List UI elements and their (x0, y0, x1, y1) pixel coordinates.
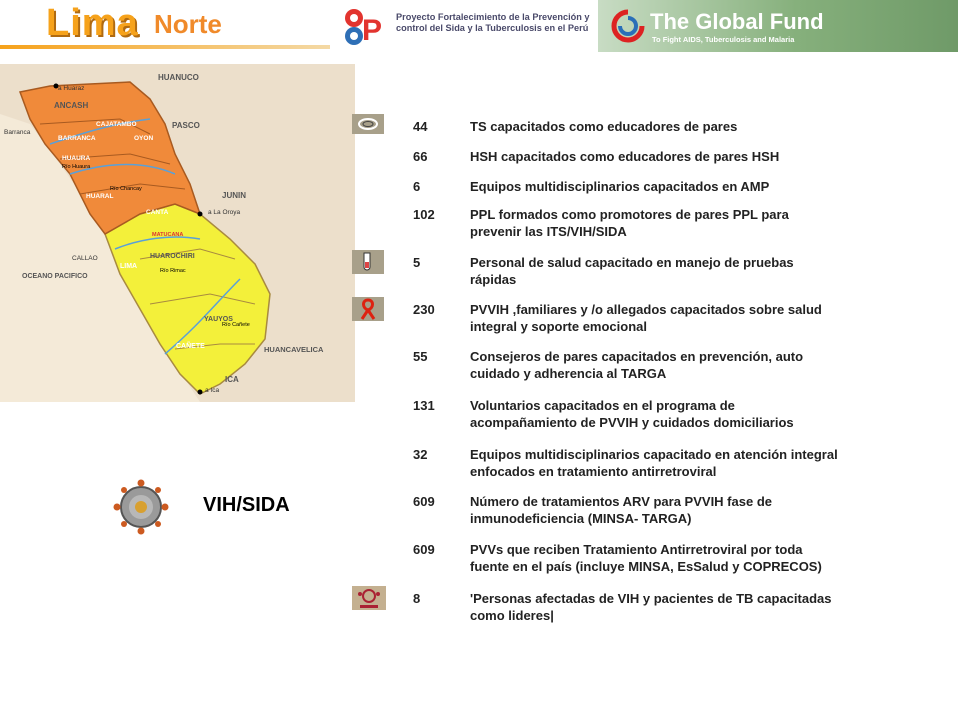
partner-name: The Global Fund (650, 9, 824, 34)
city-marker (198, 212, 203, 217)
indicator-count: 609 (413, 494, 435, 509)
partner-tagline: To Fight AIDS, Tuberculosis and Malaria (652, 35, 795, 44)
label-canete: CAÑETE (176, 343, 205, 350)
header-title (0, 0, 330, 50)
indicator-description: Voluntarios capacitados en el programa de acompañamiento de PVVIH y cuidados domiciliarios (470, 398, 794, 430)
label-oceano: OCEANO PACIFICO (22, 273, 88, 280)
indicator-description: Consejeros de pares capacitados en prevención, auto cuidado y adherencia al TARGA (470, 349, 804, 381)
indicator-count: 5 (413, 255, 421, 270)
red-ribbon-icon (352, 297, 384, 317)
page-subtitle: Norte (154, 9, 222, 39)
project-logo-block (336, 0, 598, 52)
indicator-description: Número de tratamientos ARV para PVVIH fase de inmunodeficiencia (MINSA- TARGA) (470, 494, 772, 526)
label-yauyos: YAUYOS (204, 316, 233, 323)
label-matucana: MATUCANA (152, 232, 184, 238)
community-icon (352, 586, 384, 606)
indicator-count: 66 (413, 149, 428, 164)
label-lima: LIMA (120, 263, 138, 270)
label-a-ica: a Ica (205, 387, 220, 394)
project-logo-icon (340, 4, 392, 50)
indicator-count: 6 (413, 179, 421, 194)
indicator-description: 'Personas afectadas de VIH y pacientes de TB capacitadas como lideres| (470, 591, 832, 623)
indicator-description: PVVIH ,familiares y /o allegados capacitados sobre salud integral y soporte emocional (470, 302, 822, 334)
indicator-description: PVVs que reciben Tratamiento Antirretroviral por toda fuente en el país (incluye MINSA, EsSalud y COPRECOS) (470, 542, 822, 574)
label-cajatambo: CAJATAMBO (96, 121, 137, 128)
label-oyon: OYON (134, 135, 154, 142)
label-rio-huaura: Río Huaura (62, 164, 91, 170)
indicator-description: TS capacitados como educadores de pares (470, 119, 738, 134)
label-huancavelica: HUANCAVELICA (264, 345, 324, 354)
label-ancash: ANCASH (54, 101, 89, 110)
condom-icon (352, 114, 384, 134)
city-marker (54, 84, 59, 89)
indicator-count: 32 (413, 447, 428, 462)
label-barranca-city: Barranca (4, 129, 31, 136)
indicator-count: 102 (413, 207, 435, 222)
label-callao: CALLAO (72, 255, 98, 262)
program-title: VIH/SIDA (203, 494, 290, 516)
indicator-description: PPL formados como promotores de pares PPL para prevenir las ITS/VIH/SIDA (470, 207, 789, 239)
indicator-count: 44 (413, 119, 428, 134)
label-huaral: HUARAL (86, 193, 114, 200)
partner-logo-block (598, 0, 958, 52)
label-barranca: BARRANCA (58, 135, 96, 142)
indicator-count: 55 (413, 349, 428, 364)
global-fund-icon (608, 8, 648, 44)
indicator-description: Equipos multidisciplinarios capacitados en AMP (470, 179, 770, 194)
label-rio-rimac: Río Rimac (160, 268, 186, 274)
indicator-count: 8 (413, 591, 421, 606)
label-ica: ICA (225, 375, 239, 384)
city-marker (198, 390, 203, 395)
label-la-oroya: a La Oroya (208, 209, 241, 216)
indicator-description: Equipos multidisciplinarios capacitado en atención integral enfocados en tratamiento antirretroviral (470, 447, 838, 479)
lima-region-map (0, 64, 355, 402)
label-pasco: PASCO (172, 121, 200, 130)
project-text: Proyecto Fortalecimiento de la Prevención y control del Sida y la Tuberculosis en el Perú (396, 12, 590, 33)
label-huaura: HUAURA (62, 155, 91, 162)
test-tube-icon (352, 250, 384, 270)
indicator-count: 131 (413, 398, 435, 413)
indicator-description: Personal de salud capacitado en manejo de pruebas rápidas (470, 255, 794, 287)
indicator-count: 230 (413, 302, 435, 317)
label-canta: CANTA (146, 209, 169, 216)
label-rio-canete: Río Cañete (222, 322, 250, 328)
svg-text:P: P (362, 14, 383, 47)
label-huaraz: a Huaraz (58, 85, 85, 92)
region-map (0, 64, 355, 402)
title-underline (0, 45, 330, 49)
virus-icon (110, 478, 172, 536)
label-huanuco: HUANUCO (158, 73, 199, 82)
indicator-description: HSH capacitados como educadores de pares HSH (470, 149, 780, 164)
label-huarochiri: HUAROCHIRI (150, 253, 195, 260)
indicator-count: 609 (413, 542, 435, 557)
page-title: Lima (46, 2, 139, 44)
label-rio-chancay: Río Chancay (110, 186, 142, 192)
label-junin: JUNIN (222, 191, 247, 200)
